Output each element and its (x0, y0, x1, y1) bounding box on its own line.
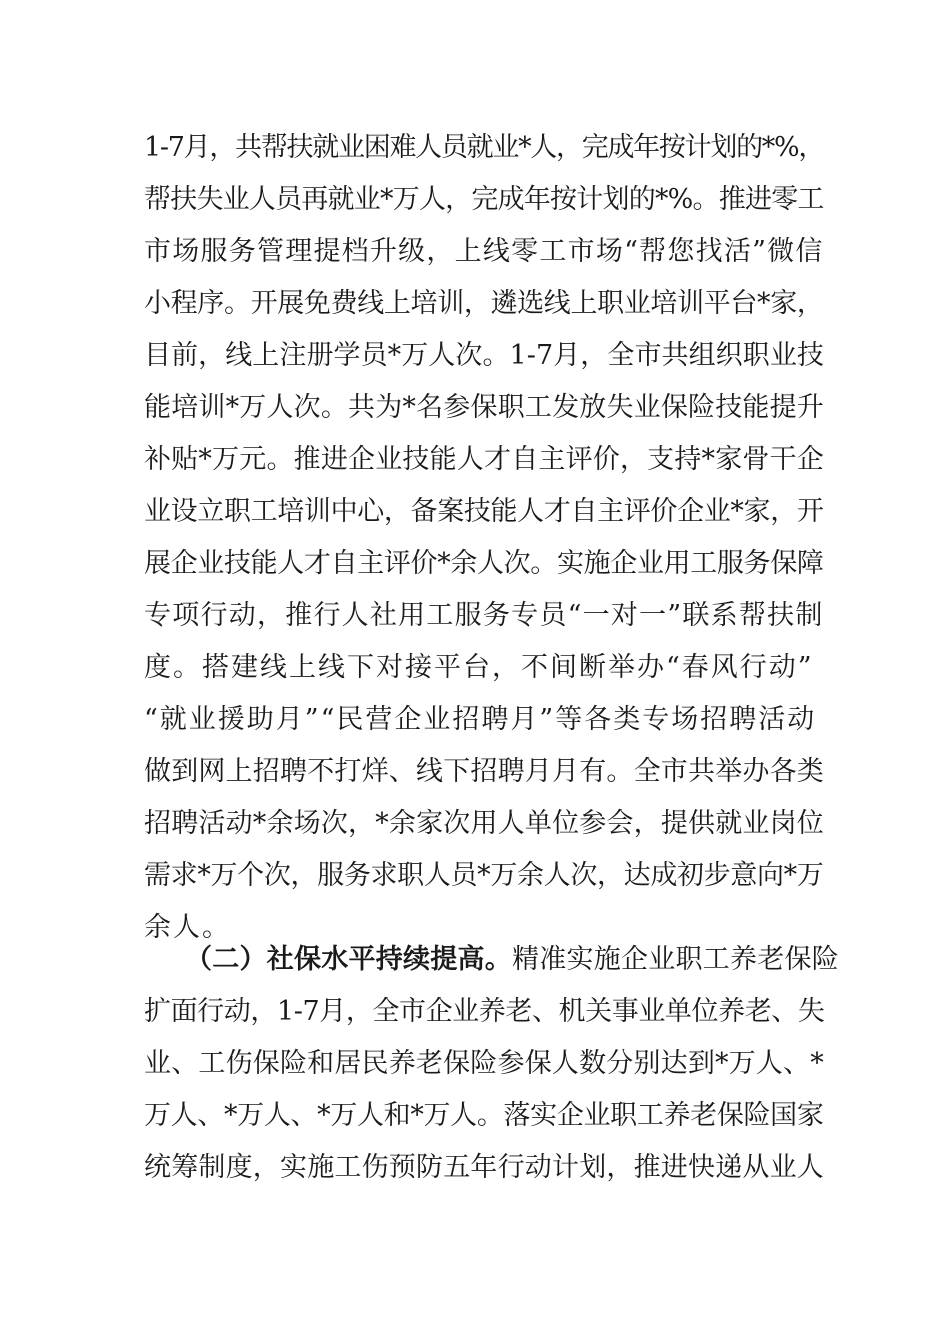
paragraph-line: 统筹制度，实施工伤预防五年行动计划，推进快递从业人 (144, 1152, 824, 1183)
paragraph-line: 1-7月，共帮扶就业困难人员就业*人，完成年按计划的*%， (144, 132, 825, 163)
paragraph-line: 能培训*万人次。共为*名参保职工发放失业保险技能提升 (144, 392, 824, 423)
paragraph-line: 业、工伤保险和居民养老保险参保人数分别达到*万人、* (144, 1048, 824, 1079)
paragraph-line: 招聘活动*余场次，*余家次用人单位参会，提供就业岗位 (144, 808, 824, 839)
section-heading: （二）社保水平持续提高。 (185, 944, 512, 975)
paragraph-line: 业设立职工培训中心，备案技能人才自主评价企业*家，开 (144, 496, 824, 527)
paragraph-line: 小程序。开展免费线上培训，遴选线上职业培训平台*家， (144, 288, 824, 319)
section-line (185, 940, 839, 980)
paragraph-line: 展企业技能人才自主评价*余人次。实施企业用工服务保障 (144, 548, 824, 579)
paragraph-line: 目前，线上注册学员*万人次。1-7月，全市共组织职业技 (144, 340, 824, 371)
paragraph-line: 扩面行动，1-7月，全市企业养老、机关事业单位养老、失 (144, 996, 825, 1027)
paragraph-line: 补贴*万元。推进企业技能人才自主评价，支持*家骨干企 (144, 444, 824, 475)
paragraph-line: 市场服务管理提档升级，上线零工市场“帮您找活”微信 (144, 236, 824, 267)
paragraph-line: 度。搭建线上线下对接平台，不间断举办“春风行动” (144, 652, 814, 683)
paragraph-line: 专项行动，推行人社用工服务专员“一对一”联系帮扶制 (144, 600, 824, 631)
paragraph-line: 做到网上招聘不打烊、线下招聘月月有。全市共举办各类 (144, 756, 824, 787)
paragraph-line: 帮扶失业人员再就业*万人，完成年按计划的*%。推进零工 (144, 184, 824, 215)
paragraph-line: 万人、*万人、*万人和*万人。落实企业职工养老保险国家 (144, 1100, 824, 1131)
paragraph-line: 余人。 (144, 912, 231, 943)
paragraph-line: 需求*万个次，服务求职人员*万余人次，达成初步意向*万 (144, 860, 824, 891)
paragraph-line: “就业援助月”“民营企业招聘月”等各类专场招聘活动 (144, 704, 817, 735)
section-line-text: 精准实施企业职工养老保险 (512, 944, 839, 975)
